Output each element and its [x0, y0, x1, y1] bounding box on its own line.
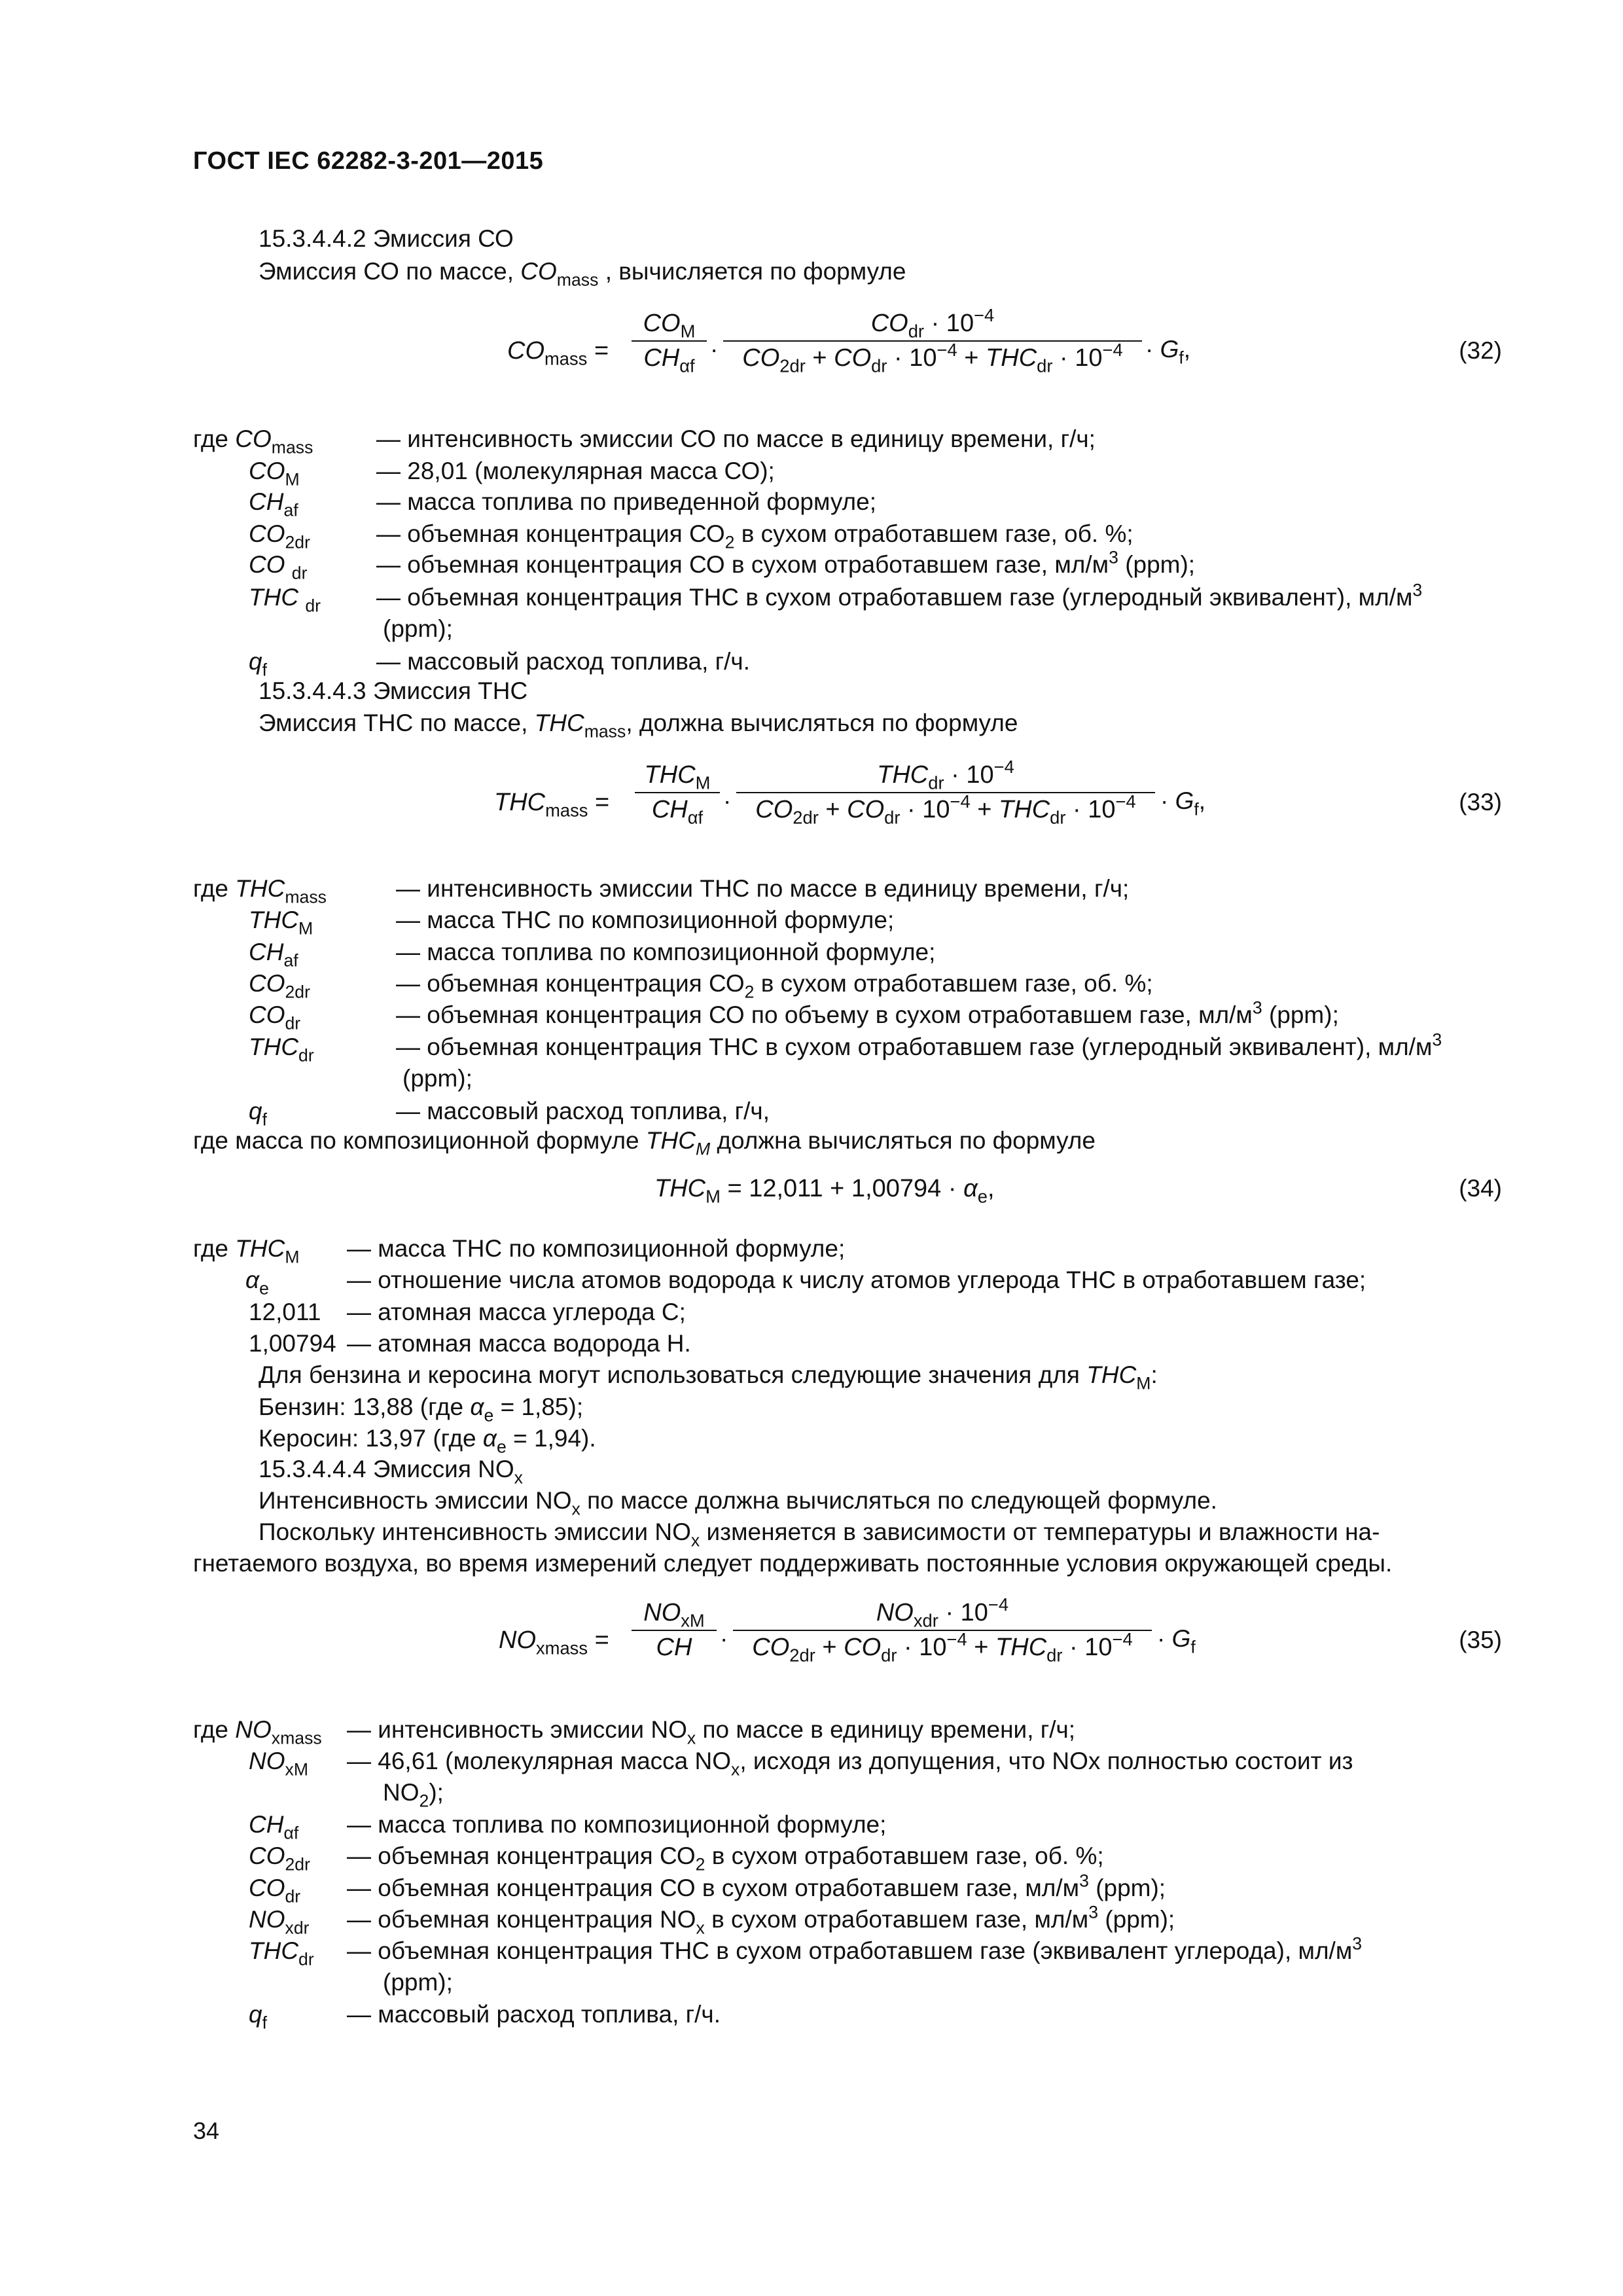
fraction-molar: $NO_{xM}$ CH	[632, 1599, 717, 1662]
values-intro: Для бензина и керосина могут использоваться следующие значения для $THC_M$:	[259, 1361, 1158, 1393]
thc-m-intro: где масса по композиционной формуле $THC_M$ должна вычисляться по формуле	[193, 1127, 1096, 1159]
fraction-molar: $CO_M$ $CH_{\alpha f}$	[632, 310, 707, 372]
intro-co: Эмиссия СО по массе, $CO_{mass}$ , вычисляется по формуле	[259, 258, 906, 290]
section-heading-thc: 15.3.4.4.3 Эмиссия ТНС	[259, 677, 528, 704]
formula-32: $CO_{mass}$ = $CO_M$ $CH_{\alpha f}$ · $CO_{dr} \cdot 10^{-4}$ $CO_{2dr} + CO_{dr} \cdot 10^{-4} + THC_{dr} \cdot 10^{-4}$ · $G_f$, (32)	[507, 304, 1502, 376]
nox-paragraph-2-cont: гнетаемого воздуха, во время измерений следует поддерживать постоянные условия окружающей среды.	[193, 1550, 1393, 1577]
formula-35: $NO_{xmass}$ = $NO_{xM}$ CH · $NO_{xdr} \cdot 10^{-4}$ $CO_{2dr} + CO_{dr} \cdot 10^{-4} + THC_{dr} \cdot 10^{-4}$ · $G_f$ (35)	[499, 1594, 1502, 1666]
formula-number: (34)	[1459, 1175, 1502, 1202]
formula-number: (33)	[1459, 789, 1502, 816]
formula-33: $THC_{mass}$ = $THC_M$ $CH_{\alpha f}$ · $THC_{dr} \cdot 10^{-4}$ $CO_{2dr} + CO_{dr} \cdot 10^{-4} + THC_{dr} \cdot 10^{-4}$ · $G_f$, (33)	[494, 756, 1502, 828]
formula-34: $THC_M = 12,011 + 1,00794 \cdot \alpha_e$, (34)	[654, 1175, 1502, 1207]
kerosene-value: Керосин: 13,97 (где $\alpha_e = 1,94$).	[259, 1425, 596, 1457]
formula-number: (32)	[1459, 337, 1502, 364]
formula-number: (35)	[1459, 1626, 1502, 1653]
page-number: 34	[193, 2117, 220, 2144]
fraction-concentration: $NO_{xdr} \cdot 10^{-4}$ $CO_{2dr} + CO_{dr} \cdot 10^{-4} + THC_{dr} \cdot 10^{-4}$	[733, 1599, 1152, 1662]
fraction-molar: $THC_M$ $CH_{\alpha f}$	[635, 761, 720, 824]
section-heading-co: 15.3.4.4.2 Эмиссия СО	[259, 225, 514, 252]
fraction-concentration: $CO_{dr} \cdot 10^{-4}$ $CO_{2dr} + CO_{dr} \cdot 10^{-4} + THC_{dr} \cdot 10^{-4}$	[723, 310, 1142, 372]
document-header: ГОСТ IEC 62282-3-201—2015	[193, 147, 544, 175]
intro-thc: Эмиссия ТНС по массе, $THC_{mass}$, должна вычисляться по формуле	[259, 709, 1018, 742]
nox-paragraph-2: Поскольку интенсивность эмиссии $NO_x$ изменяется в зависимости от температуры и влажности на-	[259, 1518, 1380, 1551]
document-page: ГОСТ IEC 62282-3-201—2015 15.3.4.4.2 Эмиссия СО Эмиссия СО по массе, $CO_{mass}$ , вычисляется по формуле $CO_{mass}$ = $CO_M$ $CH_{\alpha f}$ · $CO_{dr} \cdot 10^{-4}$ $CO_{2dr} + CO_{dr} \cdot 10^{-4} + THC_{dr} \cdot 10^{-4}$ · $G_f$, (32) где $CO_{mass}$ — интенсивность эмиссии СО по массе в единицу времени, г/ч; $CO_M$ — 28,01 (молекулярная масса СО); $CH_{af}$ — масса топлива по приведенной формуле; $CO_{2dr}$ — объемная концентрация $СО_2$ в сухом отработавшем газе, об. %; CO $_{dr}$ — объемная концентрация СО в сухом отработавшем газе, $мл/м^3$ (ppm); THC $_{dr}$ — объемная концентрация ТНС в сухом отработавшем газе (углеродный эквивалент), $мл/м^3$ (ppm); $q_f$ — массовый расход топлива, г/ч. 15.3.4.4.3 Эмиссия ТНС Эмиссия ТНС по массе, $THC_{mass}$, должна вычисляться по формуле $THC_{mass}$ = $THC_M$ $CH_{\alpha f}$ · $THC_{dr} \cdot 10^{-4}$ $CO_{2dr} + CO_{dr} \cdot 10^{-4} + THC_{dr} \cdot 10^{-4}$ · $G_f$, (33) где $THC_{mass}$ — интенсивность эмиссии ТНС по массе в единицу времени, г/ч; $THC_M$ — масса ТНС по композиционной формуле; $CH_{af}$ — масса топлива по композиционной формуле; $CO_{2dr}$ — объемная концентрация $СО_2$ в сухом отработавшем газе, об. %; $CO_{dr}$ — объемная концентрация СО по объему в сухом отработавшем газе, $мл/м^3$ (ppm); $THC_{dr}$ — объемная концентрация ТНС в сухом отработавшем газе (углеродный эквивалент), $мл/м^3$ (ppm); $q_f$ — массовый расход топлива, г/ч, где масса по композиционной формуле $THC_M$ должна вычисляться по формуле $THC_M = 12,011 + 1,00794 \cdot \alpha_e$, (34) где $THC_M$ — масса ТНС по композиционной формуле; $\alpha_e$ — отношение числа атомов водорода к числу атомов углерода ТНС в отработавшем газе; 12,011 — атомная масса углерода С; 1,00794 — атомная масса водорода Н. Для бензина и керосина могут использоваться следующие значения для $THC_M$: Бензин: 13,88 (где $\alpha_e = 1,85$); Керосин: 13,97 (где $\alpha_e = 1,94$). 15.3.4.4.4 Эмиссия $NO_x$ Интенсивность эмиссии $NO_x$ по массе должна вычисляться по следующей формуле. Поскольку интенсивность эмиссии $NO_x$ изменяется в зависимости от температуры и влажности на- гнетаемого воздуха, во время измерений следует поддерживать постоянные условия окружающей среды. $NO_{xmass}$ = $NO_{xM}$ CH · $NO_{xdr} \cdot 10^{-4}$ $CO_{2dr} + CO_{dr} \cdot 10^{-4} + THC_{dr} \cdot 10^{-4}$ · $G_f$ (35) где $NO_{xmass}$ — интенсивность эмиссии $NO_x$ по массе в единицу времени, г/ч; $NO_{xM}$ — 46,61 (молекулярная масса $NO_x$, исходя из допущения, что NOx полностью состоит из $NO_2$); $CH_{\alpha f}$ — масса топлива по композиционной формуле; $CO_{2dr}$ — объемная концентрация $СО_2$ в сухом отработавшем газе, об. %; $CO_{dr}$ — объемная концентрация СО в сухом отработавшем газе, $мл/м^3$ (ppm); $NO_{xdr}$ — объемная концентрация $NO_x$ в сухом отработавшем газе, $мл/м^3$ (ppm); $THC_{dr}$ — объемная концентрация ТНС в сухом отработавшем газе (эквивалент углерода), $мл/м^3$ (ppm); $q_f$ — массовый расход топлива, г/ч. 34	[193, 147, 1502, 2144]
section-heading-nox: 15.3.4.4.4 Эмиссия $NO_x$	[259, 1456, 523, 1488]
nox-paragraph-1: Интенсивность эмиссии $NO_x$ по массе должна вычисляться по следующей формуле.	[259, 1487, 1217, 1519]
petrol-value: Бензин: 13,88 (где $\alpha_e = 1,85$);	[259, 1393, 584, 1426]
fraction-concentration: $THC_{dr} \cdot 10^{-4}$ $CO_{2dr} + CO_{dr} \cdot 10^{-4} + THC_{dr} \cdot 10^{-4}$	[736, 761, 1155, 824]
